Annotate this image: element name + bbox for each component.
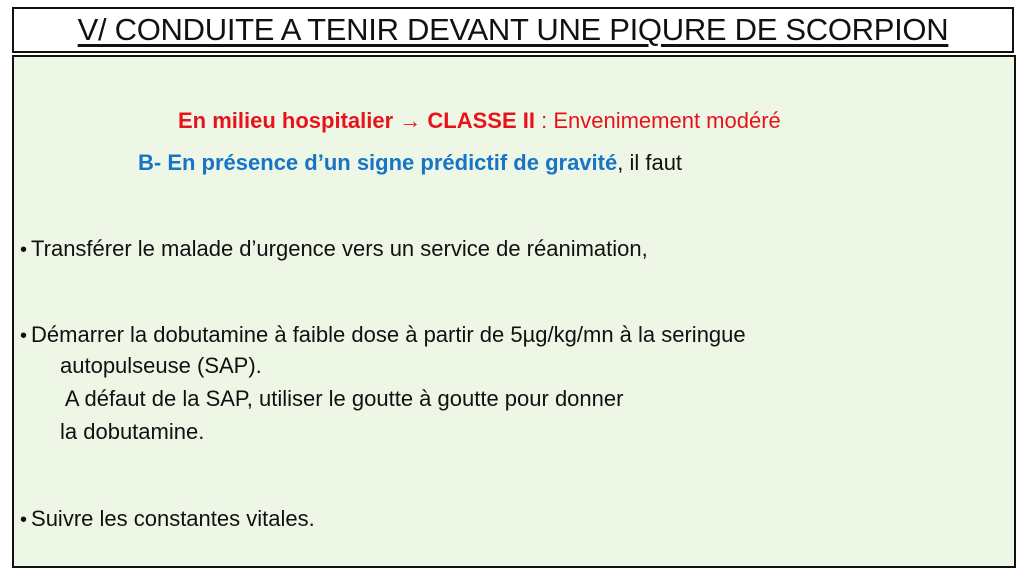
bullet-text: Suivre les constantes vitales.	[31, 506, 315, 531]
class-label: CLASSE II	[427, 108, 535, 133]
condition-tail: , il faut	[617, 150, 683, 175]
context-separator: :	[534, 108, 554, 133]
bullet-continuation: autopulseuse (SAP).	[60, 353, 262, 378]
bullet-text: Transférer le malade d’urgence vers un service de réanimation,	[31, 236, 648, 261]
bullet-item-transfer	[20, 236, 648, 263]
context-line	[178, 108, 781, 134]
content-panel	[12, 55, 1016, 568]
setting-text: En milieu hospitalier	[178, 108, 394, 133]
condition-line	[138, 150, 682, 176]
severity-text: Envenimement modéré	[553, 108, 781, 133]
arrow-icon: →	[399, 108, 422, 133]
title-bar	[12, 7, 1014, 53]
condition-lead: B- En présence d’un signe prédictif de gravité	[138, 150, 618, 175]
bullet-continuation: A défaut de la SAP, utiliser le goutte à goutte pour donner	[60, 386, 624, 411]
bullet-text: Démarrer la dobutamine à faible dose à partir de 5µg/kg/mn à la seringue	[31, 322, 746, 347]
bullet-icon: •	[20, 325, 28, 347]
bullet-item-vitals	[20, 506, 315, 533]
bullet-continuation: la dobutamine.	[60, 419, 205, 444]
bullet-icon: •	[20, 509, 28, 531]
bullet-icon: •	[20, 239, 28, 261]
bullet-item-dobutamine	[20, 322, 746, 349]
slide-title: V/ CONDUITE A TENIR DEVANT UNE PIQURE DE SCORPION	[77, 12, 949, 47]
